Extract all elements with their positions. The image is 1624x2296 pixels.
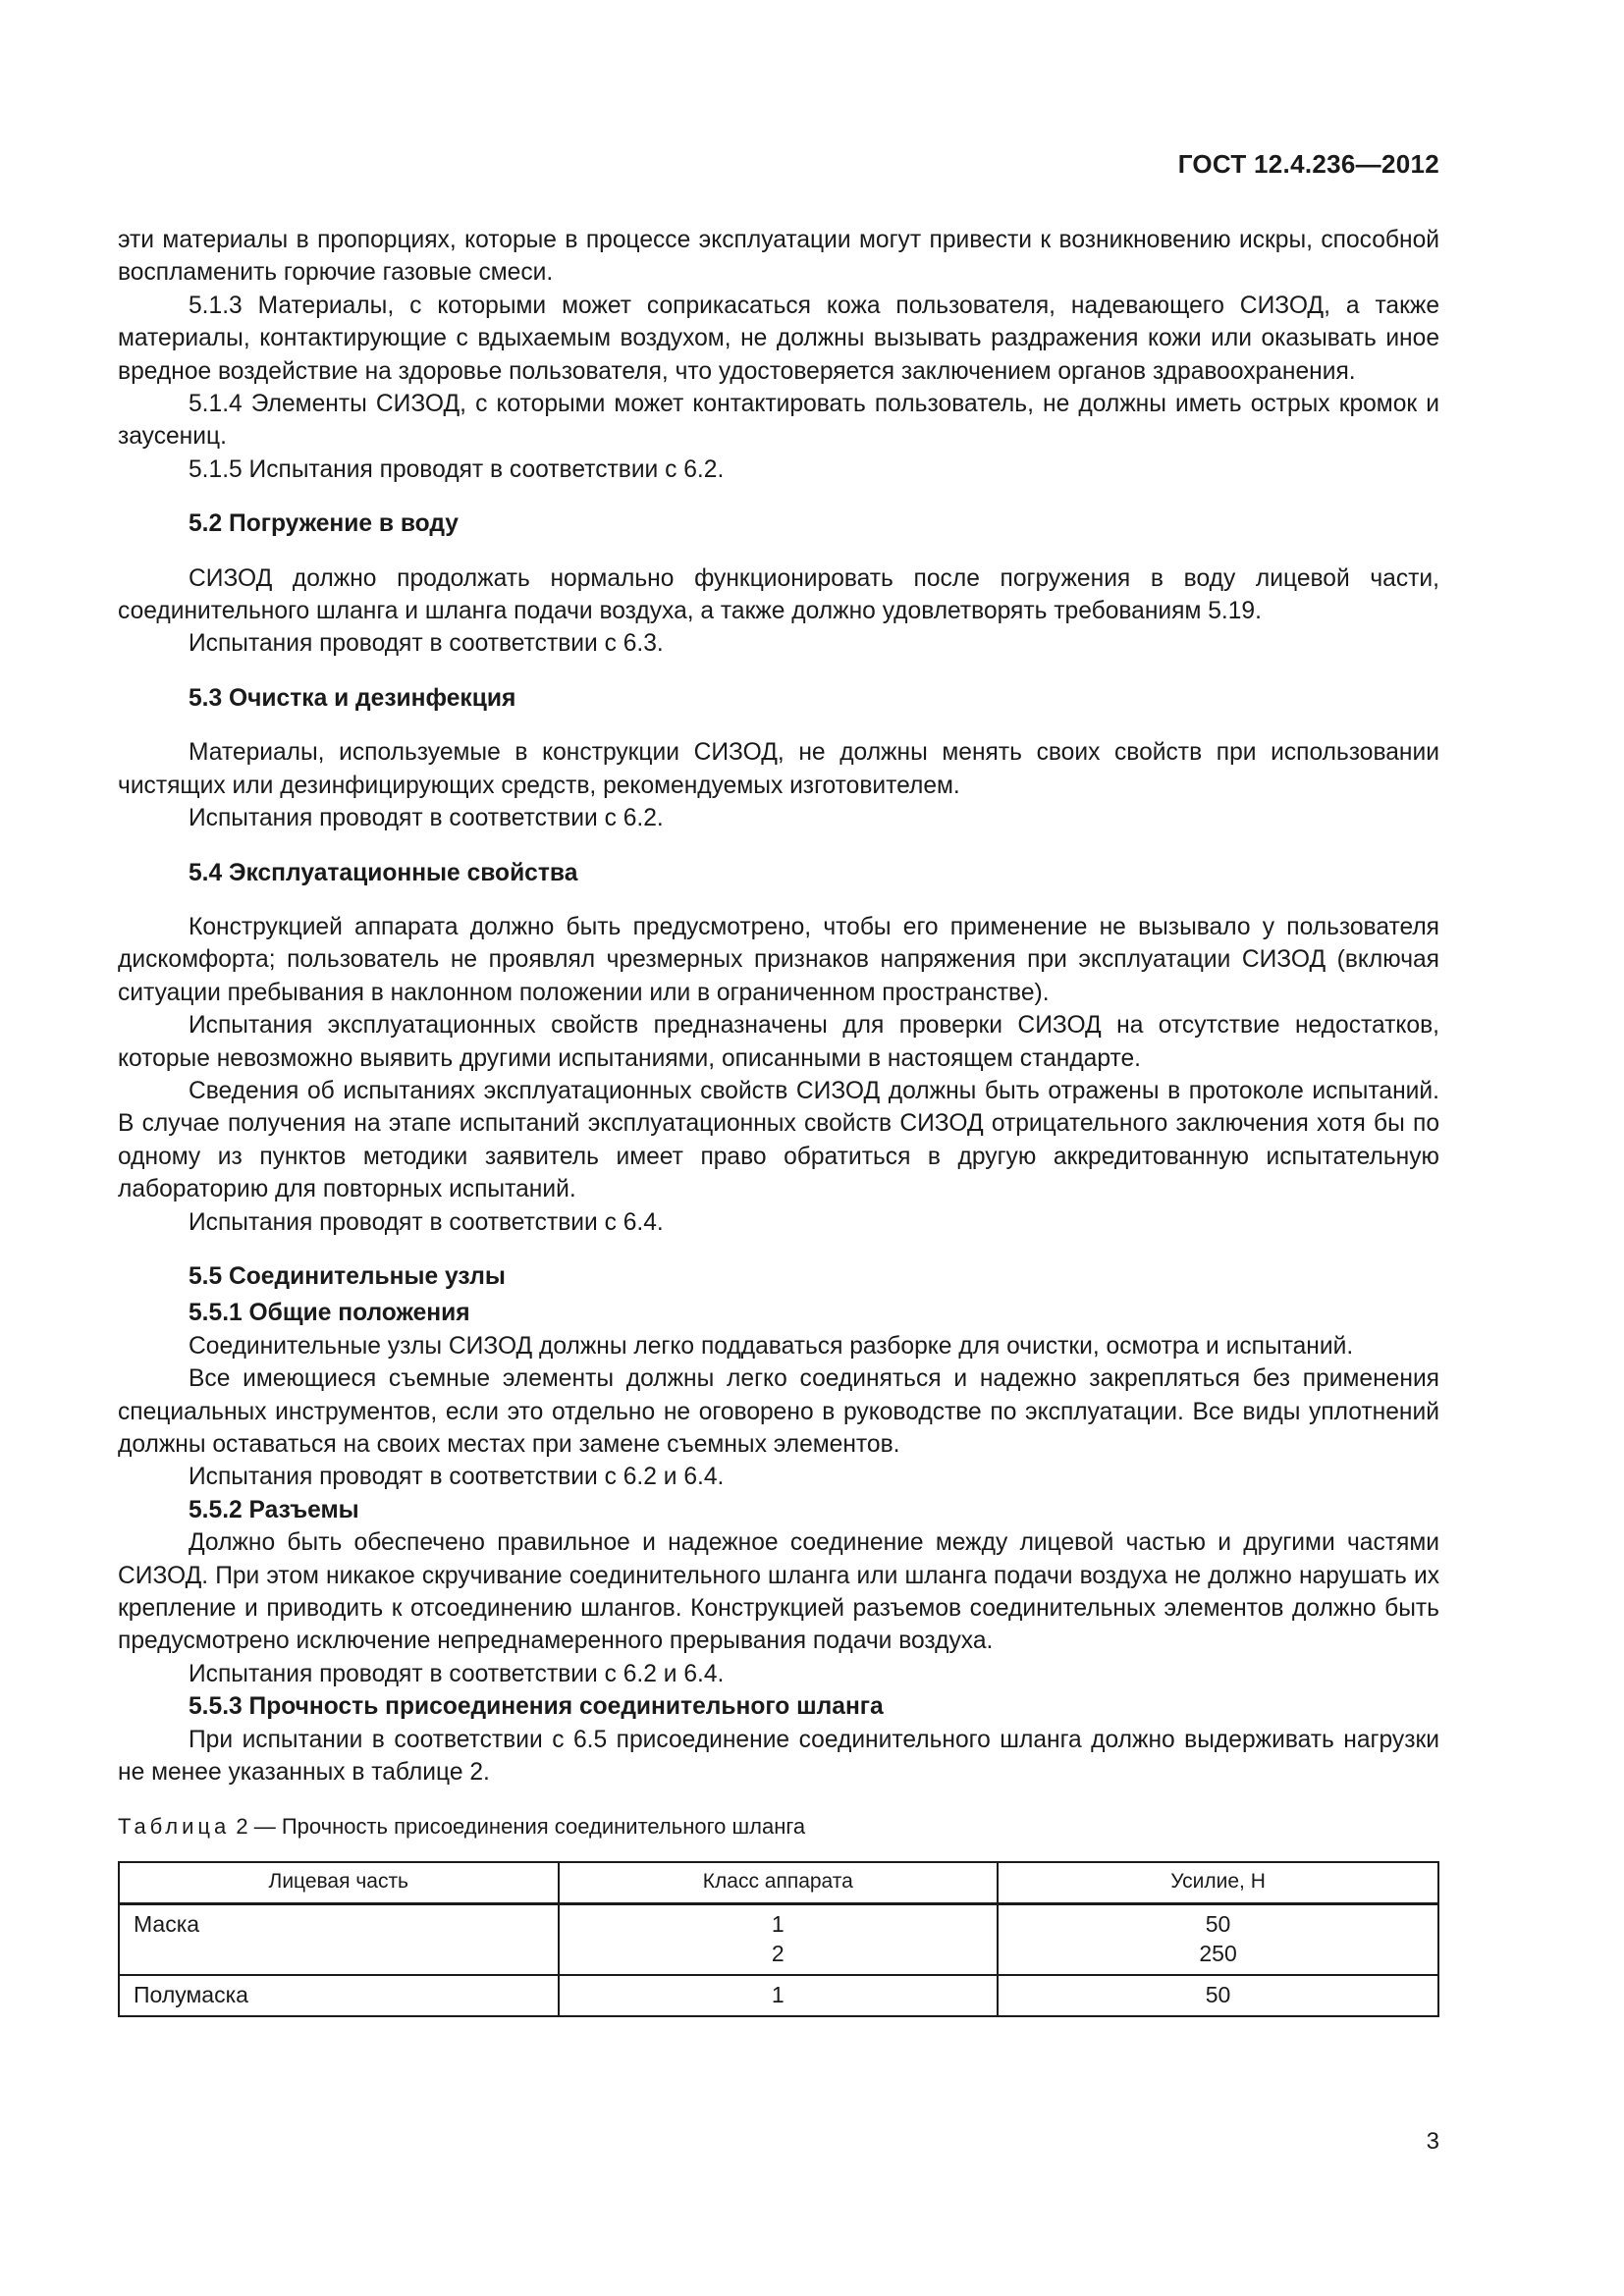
cell-face-part: Маска (119, 1904, 559, 1976)
paragraph-5-4-a: Конструкцией аппарата должно быть предусмотрено, чтобы его применение не вызывало у пользователя дискомфорта; пользователь не проявлял чрезмерных признаков напряжения при эксплуатации СИЗОД (включая ситуации пребывания в наклонном положении или в ограниченном пространстве). (118, 913, 1439, 1006)
cell-value: 50 (1205, 1911, 1231, 1938)
cell-value: 250 (1199, 1941, 1237, 1967)
table-row (119, 1904, 1438, 1976)
document-id: ГОСТ 12.4.236—2012 (1177, 149, 1439, 179)
heading-5-5-3: 5.5.3 Прочность присоединения соединительного шланга (189, 1693, 884, 1721)
document-page (118, 0, 1439, 2296)
heading-5-5: 5.5 Соединительные узлы (189, 1262, 506, 1290)
cell-force (998, 1904, 1438, 1976)
paragraph-5-3-text: Материалы, используемые в конструкции СИЗОД, не должны менять своих свойств при использовании чистящих или дезинфицирующих средств, рекомендуемых изготовителем. (118, 739, 1439, 799)
heading-5-2: 5.2 Погружение в воду (189, 510, 459, 538)
paragraph-continuation: эти материалы в пропорциях, которые в процессе эксплуатации могут привести к возникновению искры, способной воспламенить горючие газовые смеси. (118, 227, 1439, 287)
table-header-row (119, 1862, 1438, 1904)
paragraph-5-5-1-a: Соединительные узлы СИЗОД должны легко поддаваться разборке для очистки, осмотра и испытаний. (189, 1332, 1354, 1360)
cell-value: 2 (771, 1941, 785, 1967)
paragraph-5-2-tests: Испытания проводят в соответствии с 6.3. (189, 630, 664, 658)
document-body (118, 224, 1439, 2017)
cell-device-class: 1 (559, 1975, 999, 2016)
table-row (119, 1975, 1438, 2016)
page-number: 3 (1426, 2128, 1439, 2155)
heading-5-5-2: 5.5.2 Разъемы (189, 1496, 359, 1523)
paragraph-5-5-3-a: При испытании в соответствии с 6.5 присоединение соединительного шланга должно выдерживать нагрузки не менее указанных в таблице 2. (118, 1726, 1439, 1787)
table-caption (118, 1812, 1439, 1842)
paragraph-5-4-tests: Испытания проводят в соответствии с 6.4. (189, 1208, 664, 1236)
cell-face-part: Полумаска (119, 1975, 559, 2016)
column-header-face-part: Лицевая часть (119, 1862, 559, 1904)
column-header-force: Усилие, Н (998, 1862, 1438, 1904)
paragraph-5-1-3: 5.1.3 Материалы, с которыми может соприкасаться кожа пользователя, надевающего СИЗОД, а также материалы, контактирующие с вдыхаемым воздухом, не должны вызывать раздражения кожи или оказывать иное вредное воздействие на здоровье пользователя, что удостоверяется заключением органов здравоохранения. (118, 292, 1439, 385)
heading-5-5-1: 5.5.1 Общие положения (189, 1300, 470, 1327)
cell-device-class (559, 1904, 999, 1976)
data-table (118, 1861, 1439, 2017)
paragraph-5-2-text: СИЗОД должно продолжать нормально функционировать после погружения в воду лицевой части, соединительного шланга и шланга подачи воздуха, а также должно удовлетворять требованиям 5.19. (118, 564, 1439, 625)
column-header-device-class: Класс аппарата (559, 1862, 999, 1904)
paragraph-5-3-tests: Испытания проводят в соответствии с 6.2. (189, 805, 664, 832)
paragraph-5-5-1-b: Все имеющиеся съемные элементы должны легко соединяться и надежно закрепляться без применения специальных инструментов, если это отдельно не оговорено в руководстве по эксплуатации. Все виды уплотнений должны оставаться на своих местах при замене съемных элементов. (118, 1365, 1439, 1458)
paragraph-5-1-5: 5.1.5 Испытания проводят в соответствии с 6.2. (189, 455, 725, 483)
table-caption-title: 2 — Прочность присоединения соединительного шланга (230, 1814, 806, 1840)
table-caption-word: Таблица (118, 1814, 231, 1840)
paragraph-5-5-2-tests: Испытания проводят в соответствии с 6.2 и 6.4. (189, 1660, 725, 1687)
paragraph-5-5-2-a: Должно быть обеспечено правильное и надежное соединение между лицевой частью и другими частями СИЗОД. При этом никакое скручивание соединительного шланга или шланга подачи воздуха не должно нарушать их крепление и приводить к отсоединению шлангов. Конструкцией разъемов соединительных элементов должно быть предусмотрено исключение непреднамеренного прерывания подачи воздуха. (118, 1529, 1439, 1655)
paragraph-5-4-c: Сведения об испытаниях эксплуатационных свойств СИЗОД должны быть отражены в протоколе испытаний. В случае получения на этапе испытаний эксплуатационных свойств СИЗОД отрицательного заключения хотя бы по одному из пунктов методики заявитель имеет право обратиться в другую аккредитованную испытательную лабораторию для повторных испытаний. (118, 1077, 1439, 1203)
cell-force: 50 (998, 1975, 1438, 2016)
paragraph-5-1-4: 5.1.4 Элементы СИЗОД, с которыми может контактировать пользователь, не должны иметь острых кромок и заусениц. (118, 391, 1439, 451)
heading-5-3: 5.3 Очистка и дезинфекция (189, 684, 516, 712)
heading-5-4: 5.4 Эксплуатационные свойства (189, 859, 578, 886)
paragraph-5-5-1-tests: Испытания проводят в соответствии с 6.2 и 6.4. (189, 1464, 725, 1491)
cell-value: 1 (771, 1911, 785, 1938)
paragraph-5-4-b: Испытания эксплуатационных свойств предназначены для проверки СИЗОД на отсутствие недостатков, которые невозможно выявить другими испытаниями, описанными в настоящем стандарте. (118, 1012, 1439, 1072)
